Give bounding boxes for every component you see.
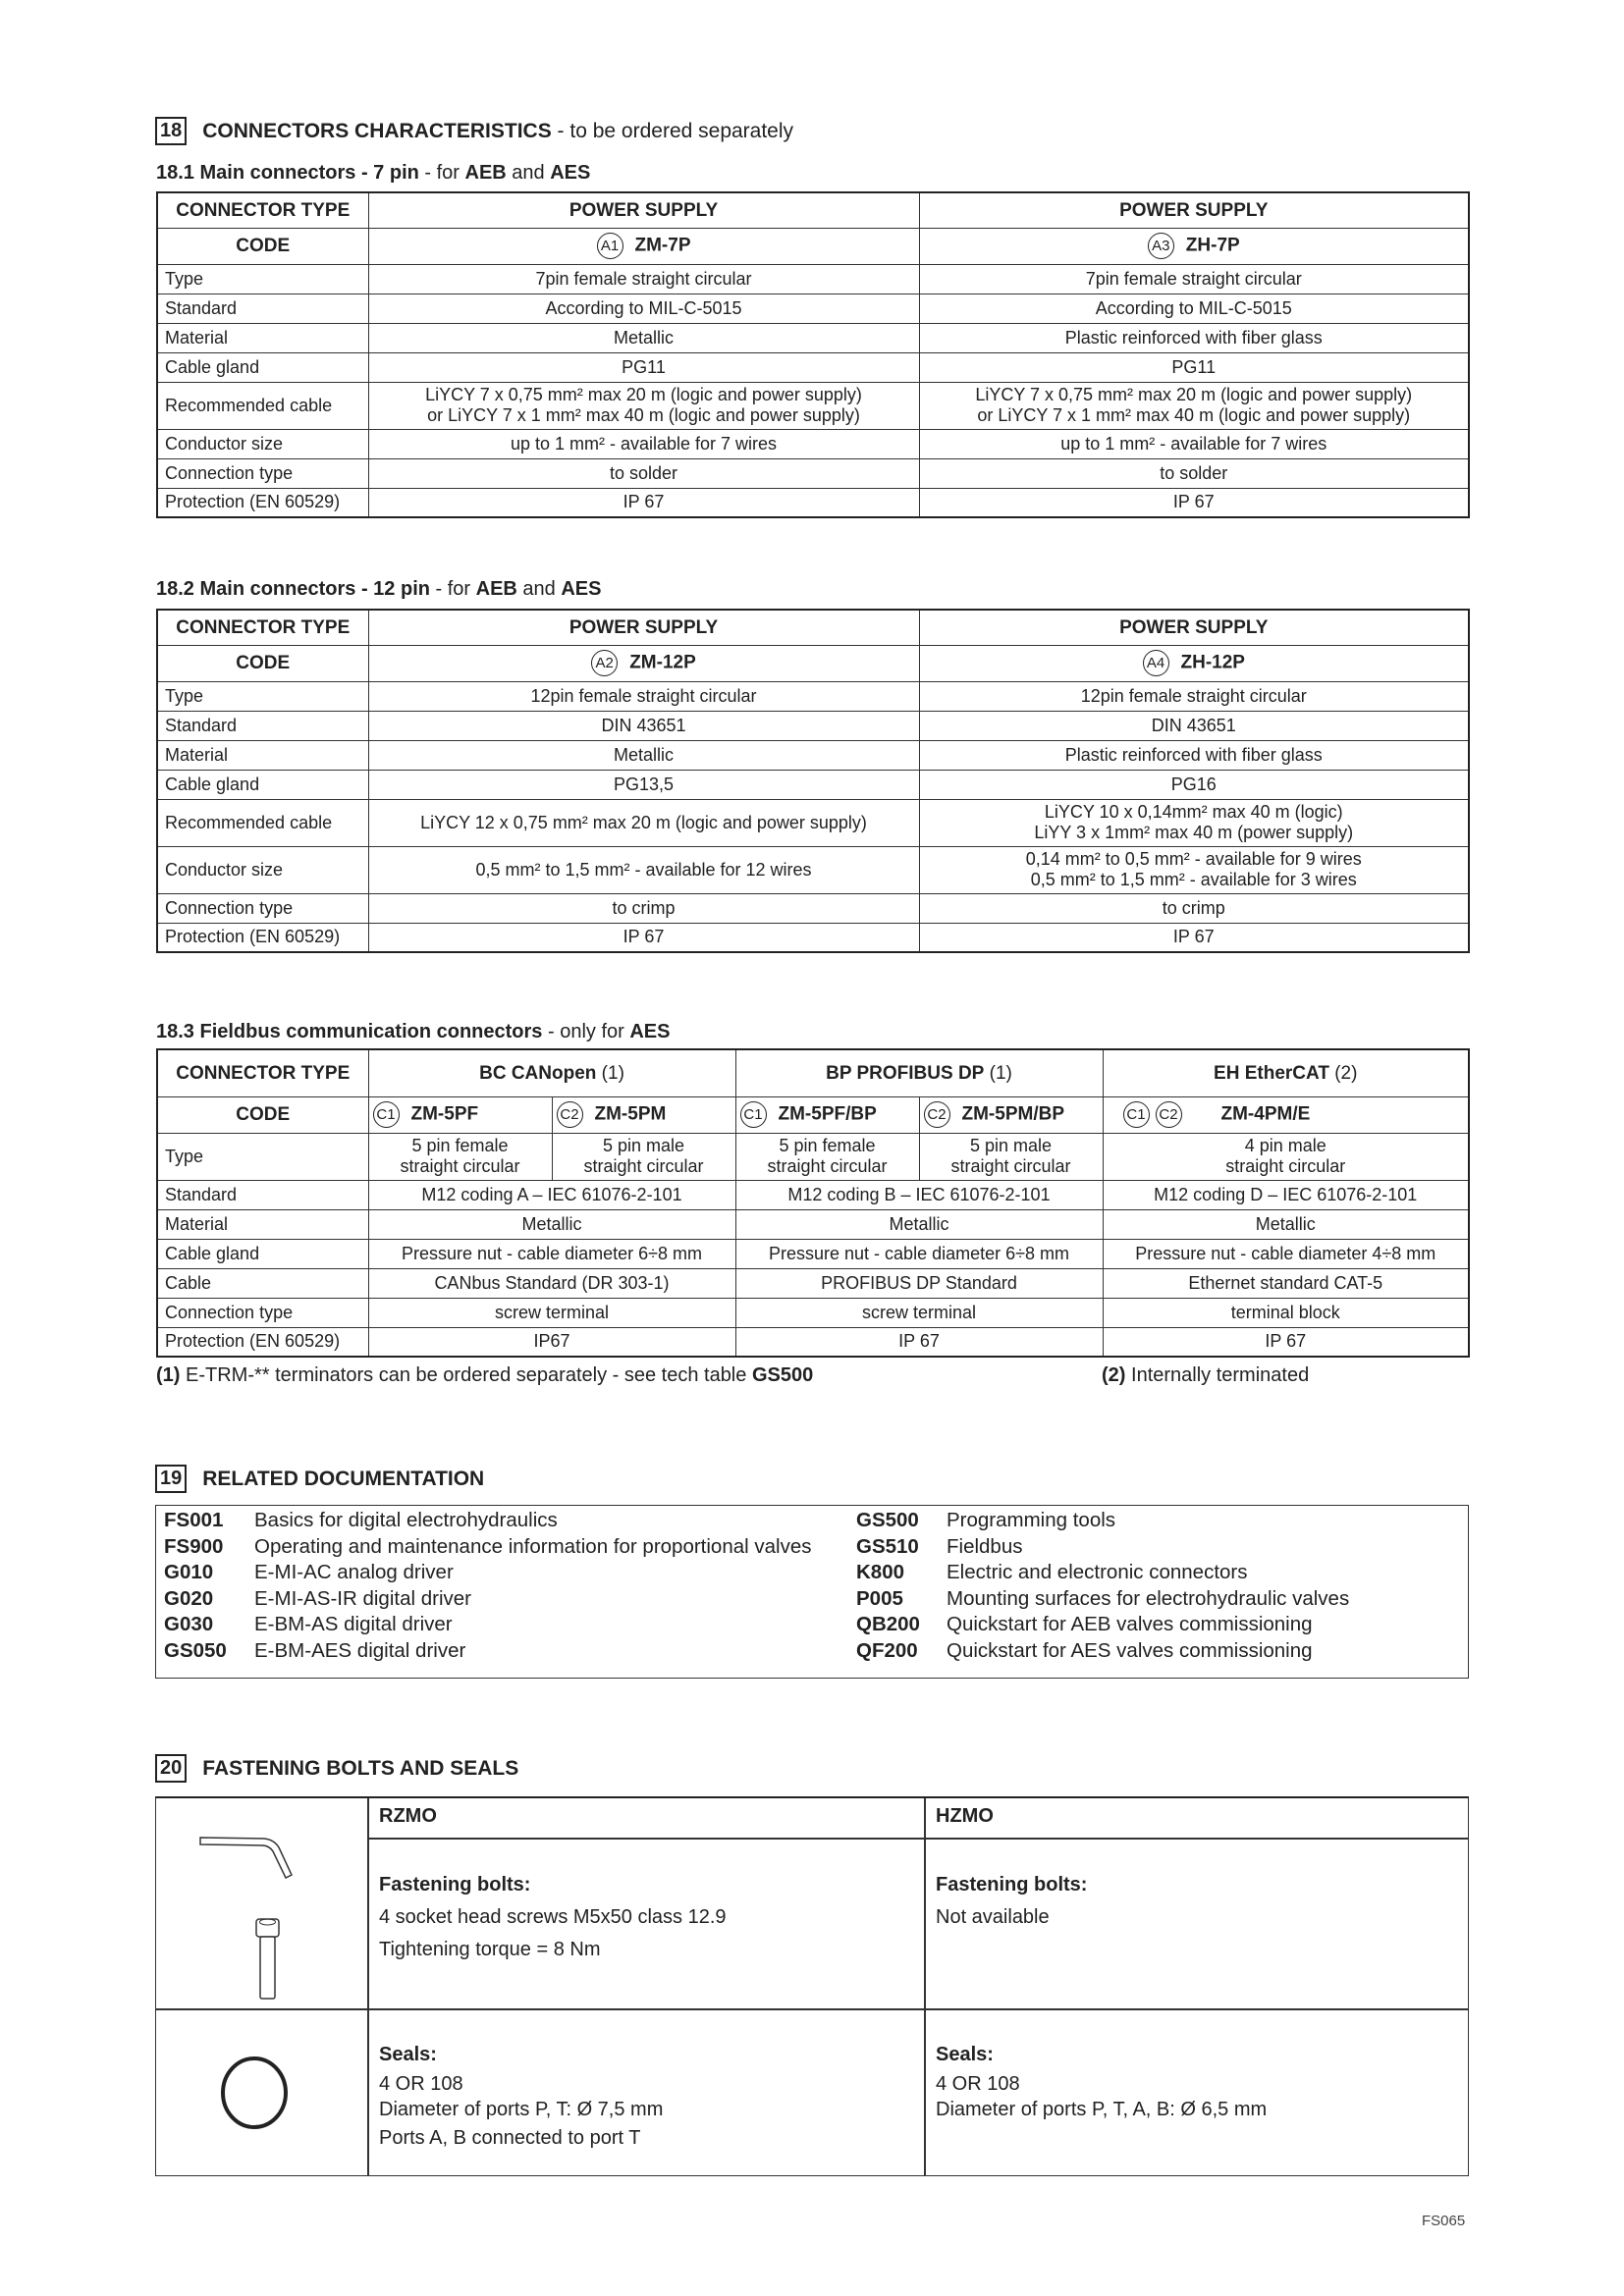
hzmo-column	[936, 1800, 1087, 1934]
value-cell: 0,14 mm² to 0,5 mm² - available for 9 wires 0,5 mm² to 1,5 mm² - available for 3 wires	[919, 846, 1469, 893]
section-19-heading	[155, 1465, 484, 1493]
row-label: Cable	[157, 1268, 368, 1298]
value-cell: 0,5 mm² to 1,5 mm² - available for 12 wires	[368, 846, 919, 893]
code-label: CODE	[157, 228, 368, 264]
seals-heading: Seals:	[379, 2044, 437, 2065]
value-cell: Plastic reinforced with fiber glass	[919, 740, 1469, 770]
value-cell: to solder	[919, 458, 1469, 488]
value-cell: 5 pin male straight circular	[552, 1133, 735, 1180]
bolts-heading: Fastening bolts:	[936, 1874, 1088, 1896]
row-label: Cable gland	[157, 352, 368, 382]
code-cell	[919, 228, 1469, 264]
doc-item	[164, 1534, 812, 1561]
value-cell: M12 coding B – IEC 61076-2-101	[735, 1180, 1103, 1209]
table-row	[157, 846, 1469, 893]
value-cell: terminal block	[1103, 1298, 1469, 1327]
row-label: Conductor size	[157, 846, 368, 893]
value-cell: DIN 43651	[368, 711, 919, 740]
doc-code: QF200	[856, 1639, 918, 1662]
bolts-spec: Not available	[936, 1906, 1050, 1928]
section-18-heading	[155, 117, 793, 145]
row-label: Conductor size	[157, 429, 368, 458]
bolts-heading: Fastening bolts:	[379, 1874, 531, 1896]
doc-code: GS510	[856, 1534, 919, 1558]
row-label: Standard	[157, 294, 368, 323]
table-row	[157, 799, 1469, 846]
value-cell: PG11	[368, 352, 919, 382]
column-title: RZMO	[379, 1805, 437, 1827]
table-row	[157, 770, 1469, 799]
page-code: FS065	[1422, 2213, 1466, 2229]
code-value: ZM-5PF	[410, 1103, 479, 1125]
title-aes: AES	[629, 1021, 671, 1042]
value-cell: Metallic	[368, 740, 919, 770]
value-cell: screw terminal	[368, 1298, 735, 1327]
table-row	[157, 1180, 1469, 1209]
row-label: Protection (EN 60529)	[157, 488, 368, 517]
table-row	[157, 323, 1469, 352]
title-for: - for	[418, 162, 465, 184]
title-main: 18.2 Main connectors - 12 pin	[156, 578, 430, 600]
value-cell: 12pin female straight circular	[919, 681, 1469, 711]
value-cell: LiYCY 12 x 0,75 mm² max 20 m (logic and power supply)	[368, 799, 919, 846]
code-value: ZM-5PM/BP	[961, 1103, 1064, 1125]
doc-title: Programming tools	[947, 1509, 1116, 1531]
value-cell: to crimp	[368, 893, 919, 923]
doc-item	[164, 1612, 453, 1638]
doc-title: Electric and electronic connectors	[947, 1561, 1248, 1584]
value-cell: up to 1 mm² - available for 7 wires	[919, 429, 1469, 458]
row-label: Recommended cable	[157, 799, 368, 846]
fastening-bolts-seals-table	[155, 1796, 1469, 2176]
main-connectors-12pin-table	[156, 609, 1470, 953]
row-label: Recommended cable	[157, 382, 368, 429]
row-label: Standard	[157, 1180, 368, 1209]
value-cell: PG16	[919, 770, 1469, 799]
doc-code: GS050	[164, 1639, 227, 1662]
column-title: HZMO	[936, 1805, 994, 1827]
value-cell: 12pin female straight circular	[368, 681, 919, 711]
doc-code: QB200	[856, 1613, 920, 1636]
value-cell: M12 coding D – IEC 61076-2-101	[1103, 1180, 1469, 1209]
value-cell: IP 67	[368, 923, 919, 952]
value-cell: 7pin female straight circular	[368, 264, 919, 294]
value-cell: up to 1 mm² - available for 7 wires	[368, 429, 919, 458]
seals-spec: 4 OR 108	[379, 2073, 463, 2095]
section-number: 18	[155, 117, 187, 145]
subsection-18-1-title	[156, 162, 590, 185]
value-cell: to solder	[368, 458, 919, 488]
related-documentation-box	[155, 1505, 1469, 1679]
value-cell: LiYCY 7 x 0,75 mm² max 20 m (logic and power supply) or LiYCY 7 x 1 mm² max 40 m (logic and power supply)	[919, 382, 1469, 429]
value-cell: Metallic	[735, 1209, 1103, 1239]
table-row	[157, 711, 1469, 740]
code-marker-icon: C2	[924, 1101, 950, 1128]
code-marker-icon: A3	[1148, 233, 1174, 259]
value-cell: Pressure nut - cable diameter 6÷8 mm	[368, 1239, 735, 1268]
code-label: CODE	[157, 645, 368, 681]
row-label: Protection (EN 60529)	[157, 923, 368, 952]
title-aeb: AEB	[475, 578, 517, 600]
section-title: CONNECTORS CHARACTERISTICS	[202, 119, 552, 142]
subsection-18-3-title	[156, 1021, 670, 1043]
row-label: Type	[157, 1133, 368, 1180]
value-cell: Metallic	[1103, 1209, 1469, 1239]
doc-item	[164, 1508, 558, 1534]
doc-title: E-BM-AES digital driver	[254, 1639, 466, 1662]
doc-item	[856, 1508, 1115, 1534]
table-row	[157, 488, 1469, 517]
code-cell	[368, 1096, 552, 1133]
footnote-number: (1)	[156, 1364, 181, 1386]
code-cell	[919, 1096, 1103, 1133]
row-label: Type	[157, 264, 368, 294]
value-cell: Pressure nut - cable diameter 6÷8 mm	[735, 1239, 1103, 1268]
code-value: ZM-4PM/E	[1220, 1103, 1311, 1125]
value-cell: screw terminal	[735, 1298, 1103, 1327]
row-label: Cable gland	[157, 1239, 368, 1268]
value-cell: CANbus Standard (DR 303-1)	[368, 1268, 735, 1298]
doc-title: Fieldbus	[947, 1534, 1023, 1558]
footnote-ref: (2)	[1328, 1062, 1358, 1084]
port-diameter: Diameter of ports P, T: Ø 7,5 mm	[379, 2099, 664, 2120]
header-text: BP PROFIBUS DP	[826, 1062, 985, 1084]
table-row	[157, 1298, 1469, 1327]
subsection-18-2-title	[156, 578, 601, 601]
value-cell: LiYCY 10 x 0,14mm² max 40 m (logic) LiYY 3 x 1mm² max 40 m (power supply)	[919, 799, 1469, 846]
hzmo-seals	[936, 2039, 1267, 2122]
table-row	[157, 681, 1469, 711]
hex-key-and-screw-icon	[195, 1818, 313, 2004]
section-title: FASTENING BOLTS AND SEALS	[202, 1756, 519, 1780]
title-for: - for	[429, 578, 476, 600]
row-label: Protection (EN 60529)	[157, 1327, 368, 1357]
row-label: Connection type	[157, 893, 368, 923]
title-only-for: - only for	[542, 1021, 630, 1042]
doc-title: Quickstart for AEB valves commissioning	[947, 1613, 1313, 1636]
code-marker-icon: C1	[740, 1101, 767, 1128]
code-marker-icon: C2	[557, 1101, 583, 1128]
doc-code: GS500	[856, 1509, 919, 1531]
doc-code: K800	[856, 1561, 905, 1584]
title-aeb: AEB	[464, 162, 507, 184]
doc-item	[856, 1586, 1349, 1613]
doc-title: Operating and maintenance information for proportional valves	[254, 1534, 812, 1558]
header-eh-ethercat	[1103, 1049, 1469, 1096]
value-cell: Plastic reinforced with fiber glass	[919, 323, 1469, 352]
footnote-ref: (1)	[984, 1062, 1012, 1084]
table-row	[157, 352, 1469, 382]
doc-code: P005	[856, 1586, 903, 1610]
value-cell: IP 67	[919, 923, 1469, 952]
value-cell: 4 pin male straight circular	[1103, 1133, 1469, 1180]
code-value: ZM-12P	[629, 652, 696, 673]
value-cell: 5 pin male straight circular	[919, 1133, 1103, 1180]
rzmo-seals	[379, 2039, 663, 2155]
seals-heading: Seals:	[936, 2044, 994, 2065]
header-cell: POWER SUPPLY	[368, 610, 919, 645]
value-cell: According to MIL-C-5015	[368, 294, 919, 323]
doc-code: G010	[164, 1561, 214, 1584]
table-row	[157, 382, 1469, 429]
title-aes: AES	[561, 578, 602, 600]
table-row	[157, 264, 1469, 294]
doc-item	[164, 1638, 465, 1665]
doc-title: E-BM-AS digital driver	[254, 1613, 453, 1636]
doc-code: FS900	[164, 1534, 224, 1558]
row-label: Connection type	[157, 1298, 368, 1327]
value-cell: 5 pin female straight circular	[368, 1133, 552, 1180]
ports-note: Ports A, B connected to port T	[379, 2127, 641, 2149]
doc-code: FS001	[164, 1509, 224, 1531]
code-cell	[368, 645, 919, 681]
footnote-1	[156, 1364, 813, 1387]
table-row	[157, 1239, 1469, 1268]
code-value: ZH-7P	[1185, 235, 1240, 256]
table-row	[157, 458, 1469, 488]
table-row	[157, 1268, 1469, 1298]
table-row	[157, 1327, 1469, 1357]
doc-item	[856, 1638, 1313, 1665]
header-cell: POWER SUPPLY	[919, 192, 1469, 228]
title-aes: AES	[550, 162, 591, 184]
section-title: RELATED DOCUMENTATION	[202, 1467, 485, 1490]
value-cell: IP 67	[368, 488, 919, 517]
header-cell: POWER SUPPLY	[919, 610, 1469, 645]
value-cell: 7pin female straight circular	[919, 264, 1469, 294]
code-cell	[1103, 1096, 1469, 1133]
header-cell: CONNECTOR TYPE	[157, 1049, 368, 1096]
value-cell: Metallic	[368, 1209, 735, 1239]
doc-title: Quickstart for AES valves commissioning	[947, 1639, 1313, 1662]
code-marker-icon: A2	[591, 650, 618, 676]
code-cell	[552, 1096, 735, 1133]
value-cell: PG13,5	[368, 770, 919, 799]
row-label: Type	[157, 681, 368, 711]
value-cell: DIN 43651	[919, 711, 1469, 740]
code-marker-icon: C2	[1156, 1101, 1182, 1128]
row-label: Connection type	[157, 458, 368, 488]
code-marker-icon: A4	[1143, 650, 1169, 676]
doc-code: G020	[164, 1586, 214, 1610]
footnote-text: E-TRM-** terminators can be ordered separately - see tech table	[180, 1364, 752, 1386]
value-cell: IP 67	[919, 488, 1469, 517]
header-cell: CONNECTOR TYPE	[157, 610, 368, 645]
section-number: 20	[155, 1754, 187, 1783]
value-cell: PROFIBUS DP Standard	[735, 1268, 1103, 1298]
doc-item	[856, 1560, 1248, 1586]
header-cell: CONNECTOR TYPE	[157, 192, 368, 228]
code-marker-icon: A1	[597, 233, 623, 259]
value-cell: M12 coding A – IEC 61076-2-101	[368, 1180, 735, 1209]
rzmo-column	[379, 1800, 727, 1966]
table-row	[157, 294, 1469, 323]
doc-title: E-MI-AS-IR digital driver	[254, 1586, 471, 1610]
title-main: 18.3 Fieldbus communication connectors	[156, 1021, 543, 1042]
value-cell: Pressure nut - cable diameter 4÷8 mm	[1103, 1239, 1469, 1268]
code-cell	[735, 1096, 919, 1133]
fieldbus-connectors-table	[156, 1048, 1470, 1358]
doc-code: G030	[164, 1613, 214, 1636]
code-cell	[919, 645, 1469, 681]
seals-spec: 4 OR 108	[936, 2073, 1020, 2095]
footnote-ref: (1)	[596, 1062, 624, 1084]
port-diameter: Diameter of ports P, T, A, B: Ø 6,5 mm	[936, 2099, 1268, 2120]
value-cell: Metallic	[368, 323, 919, 352]
table-row	[157, 1209, 1469, 1239]
value-cell: to crimp	[919, 893, 1469, 923]
value-cell: According to MIL-C-5015	[919, 294, 1469, 323]
title-and: and	[506, 162, 551, 184]
footnote-ref-gs500: GS500	[751, 1364, 814, 1386]
section-subtitle: - to be ordered separately	[551, 119, 794, 142]
code-value: ZH-12P	[1180, 652, 1245, 673]
header-text: BC CANopen	[479, 1062, 597, 1084]
table-row	[157, 893, 1469, 923]
header-text: EH EtherCAT	[1214, 1062, 1329, 1084]
doc-title: Basics for digital electrohydraulics	[254, 1509, 558, 1531]
code-label: CODE	[157, 1096, 368, 1133]
table-row	[157, 740, 1469, 770]
doc-title: Mounting surfaces for electrohydraulic valves	[947, 1586, 1350, 1610]
value-cell: IP 67	[735, 1327, 1103, 1357]
code-value: ZM-7P	[634, 235, 691, 256]
o-ring-seal-icon	[215, 2054, 294, 2132]
title-and: and	[516, 578, 562, 600]
code-marker-icon: C1	[1123, 1101, 1150, 1128]
row-label: Standard	[157, 711, 368, 740]
code-cell	[368, 228, 919, 264]
value-cell: 5 pin female straight circular	[735, 1133, 919, 1180]
row-label: Material	[157, 740, 368, 770]
section-20-heading	[155, 1754, 518, 1783]
doc-item	[164, 1586, 471, 1613]
doc-item	[856, 1534, 1023, 1561]
doc-item	[856, 1612, 1313, 1638]
main-connectors-7pin-table	[156, 191, 1470, 518]
doc-title: E-MI-AC analog driver	[254, 1561, 454, 1584]
header-bp-profibus	[735, 1049, 1103, 1096]
table-row	[157, 923, 1469, 952]
value-cell: LiYCY 7 x 0,75 mm² max 20 m (logic and power supply) or LiYCY 7 x 1 mm² max 40 m (logic and power supply)	[368, 382, 919, 429]
code-value: ZM-5PM	[594, 1103, 667, 1125]
table-row	[157, 429, 1469, 458]
tightening-torque: Tightening torque = 8 Nm	[379, 1939, 601, 1960]
value-cell: IP 67	[1103, 1327, 1469, 1357]
footnote-number: (2)	[1102, 1364, 1126, 1386]
value-cell: Ethernet standard CAT-5	[1103, 1268, 1469, 1298]
bolts-spec: 4 socket head screws M5x50 class 12.9	[379, 1906, 727, 1928]
code-value: ZM-5PF/BP	[778, 1103, 877, 1125]
title-main: 18.1 Main connectors - 7 pin	[156, 162, 419, 184]
value-cell: PG11	[919, 352, 1469, 382]
value-cell: IP67	[368, 1327, 735, 1357]
footnote-2	[1102, 1364, 1309, 1387]
row-label: Material	[157, 1209, 368, 1239]
header-bc-canopen	[368, 1049, 735, 1096]
footnote-text: Internally terminated	[1125, 1364, 1310, 1386]
header-cell: POWER SUPPLY	[368, 192, 919, 228]
section-number: 19	[155, 1465, 187, 1493]
doc-item	[164, 1560, 454, 1586]
row-label: Cable gland	[157, 770, 368, 799]
row-label: Material	[157, 323, 368, 352]
code-marker-icon: C1	[373, 1101, 400, 1128]
